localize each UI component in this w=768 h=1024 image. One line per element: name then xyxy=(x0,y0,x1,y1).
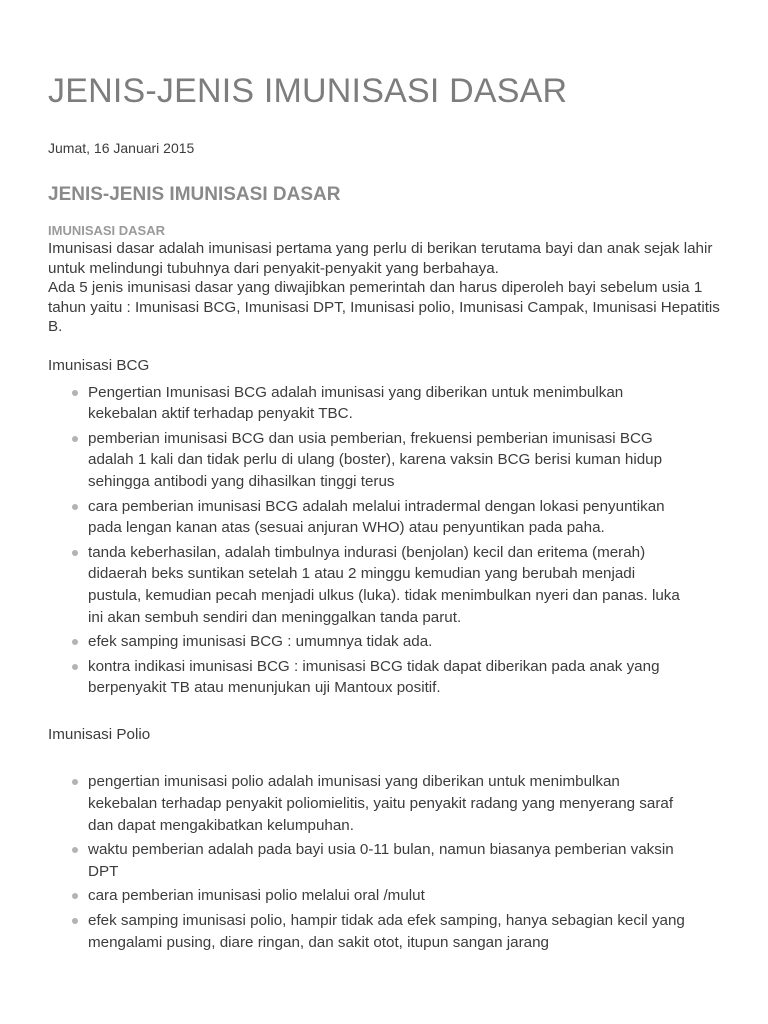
post-title[interactable]: JENIS-JENIS IMUNISASI DASAR xyxy=(48,184,341,205)
bcg-list xyxy=(48,382,688,699)
list-item: pemberian imunisasi BCG dan usia pemberian, frekuensi pemberian imunisasi BCG adalah 1 kali dan tidak perlu di ulang (boster), karena vaksin BCG berisi kuman hidup sehingga antibodi yang dihasilkan tinggi terus xyxy=(88,428,688,493)
list-item: waktu pemberian adalah pada bayi usia 0-11 bulan, namun biasanya pemberian vaksin DPT xyxy=(88,839,688,882)
list-item: efek samping imunisasi polio, hampir tidak ada efek samping, hanya sebagian kecil yang mengalami pusing, diare ringan, dan sakit otot, itupun sangan jarang xyxy=(88,910,688,953)
list-item: efek samping imunisasi BCG : umumnya tidak ada. xyxy=(88,631,688,653)
list-item: kontra indikasi imunisasi BCG : imunisasi BCG tidak dapat diberikan pada anak yang berpenyakit TB atau menunjukan uji Mantoux positif. xyxy=(88,656,688,699)
blog-title[interactable]: JENIS-JENIS IMUNISASI DASAR xyxy=(48,72,568,110)
intro-text xyxy=(48,239,720,337)
list-item: tanda keberhasilan, adalah timbulnya indurasi (benjolan) kecil dan eritema (merah) didaerah beks suntikan setelah 1 atau 2 minggu kemudian yang berubah menjadi pustula, kemudian pecah menjadi ulkus (luka). tidak menimbulkan nyeri dan panas. luka ini akan sembuh sendiri dan meninggalkan tanda parut. xyxy=(88,542,688,628)
list-item: pengertian imunisasi polio adalah imunisasi yang diberikan untuk menimbulkan kekebalan terhadap penyakit poliomielitis, yaitu penyakit radang yang menyerang saraf dan dapat mengakibatkan kelumpuhan. xyxy=(88,771,688,836)
intro-paragraph: Imunisasi dasar adalah imunisasi pertama yang perlu di berikan terutama bayi dan anak sejak lahir untuk melindungi tubuhnya dari penyakit-penyakit yang berbahaya. xyxy=(48,240,713,277)
sub-heading: IMUNISASI DASAR xyxy=(48,223,166,238)
section-title-bcg: Imunisasi BCG xyxy=(48,356,150,374)
section-title-polio: Imunisasi Polio xyxy=(48,725,151,743)
list-item: cara pemberian imunisasi BCG adalah melalui intradermal dengan lokasi penyuntikan pada lengan kanan atas (sesuai anjuran WHO) atau penyuntikan pada paha. xyxy=(88,496,688,539)
list-item: Pengertian Imunisasi BCG adalah imunisasi yang diberikan untuk menimbulkan kekebalan aktif terhadap penyakit TBC. xyxy=(88,382,688,425)
list-item: cara pemberian imunisasi polio melalui oral /mulut xyxy=(88,885,688,907)
intro-paragraph: Ada 5 jenis imunisasi dasar yang diwajibkan pemerintah dan harus diperoleh bayi sebelum usia 1 tahun yaitu : Imunisasi BCG, Imunisasi DPT, Imunisasi polio, Imunisasi Campak, Imunisasi Hepatitis B. xyxy=(48,279,720,336)
post-body xyxy=(48,222,720,956)
post-date: Jumat, 16 Januari 2015 xyxy=(48,140,195,156)
polio-list xyxy=(48,771,688,953)
